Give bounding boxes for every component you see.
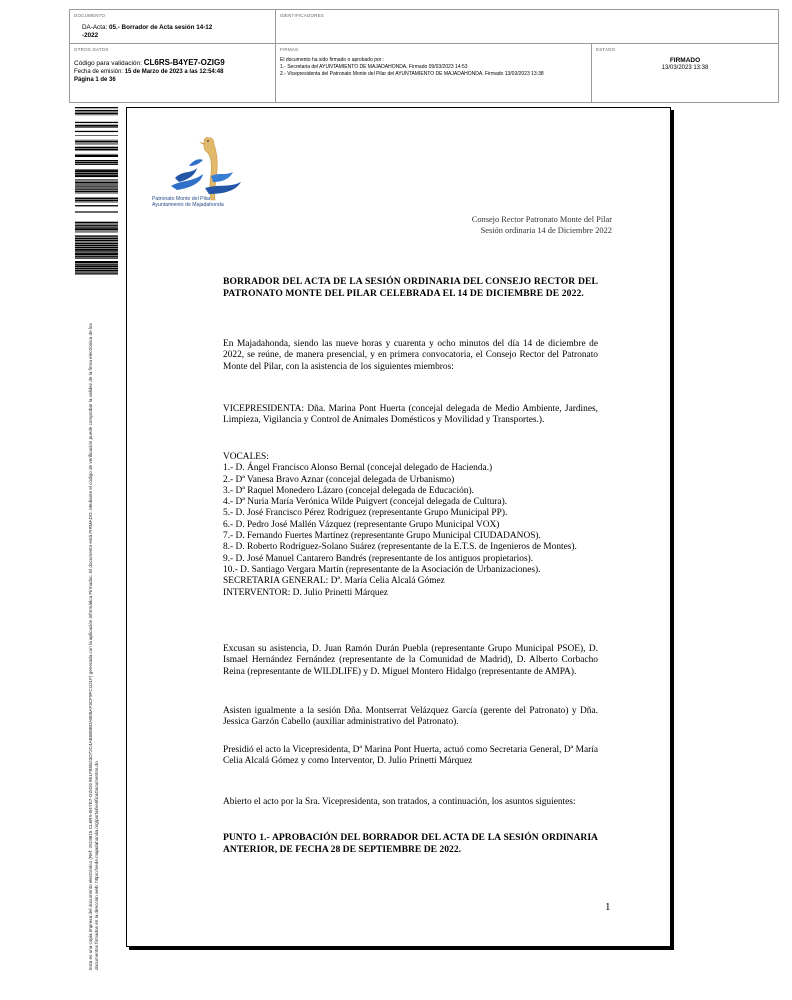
- barcode-bar: [75, 186, 118, 187]
- excusan-paragraph: Excusan su asistencia, D. Juan Ramón Durán Puebla (representante Grupo Municipal PSOE), D. Ismael Hernández Fernández (representante de la Comunidad de Madrid), D. Alberto Corbacho Reina (representante de WILDLIFE) y D. Miguel Montero Hidalgo (representante de AMPA).: [223, 644, 598, 677]
- barcode-bar: [75, 247, 118, 248]
- list-item: 9.- D. José Manuel Cantarero Bandrés (representante de los antiguos propietarios).: [223, 553, 534, 564]
- otros-datos-cell: [70, 44, 276, 102]
- barcode-bar: [75, 270, 118, 272]
- documento-prefix: DA-Acta:: [82, 24, 109, 31]
- barcode-bar: [75, 162, 118, 163]
- documento-title-cont: -2022: [82, 32, 99, 39]
- abierto-paragraph: Abierto el acto por la Sra. Vicepresidenta, son tratados, a continuación, los asuntos siguientes:: [223, 797, 576, 807]
- firmas-intro: El documento ha sido firmado o aprobado por :: [280, 57, 385, 63]
- barcode-bar: [75, 243, 118, 244]
- page-count: Página 1 de 36: [74, 77, 116, 83]
- barcode-bar: [75, 170, 118, 172]
- barcode-bar: [75, 240, 118, 241]
- signature-header: [69, 9, 779, 103]
- barcode-bar: [75, 261, 118, 263]
- list-item: 4.- Dª Nuria María Verónica Wilde Puigvert (concejal delegada de Cultura).: [223, 497, 508, 508]
- barcode-bar: [75, 224, 118, 225]
- verification-margin-text: Esta es una copia impresa del documento electrónico (Ref: 2519815 CL6RS-B4YE7-OZIG9 9E1F85B23D72C4AB5B8BDAB08AF3CF9FC1D1F) generada con la aplicación informática Firmadoc. El documento está FIRMADO. Mediante el código de verificación puede comprobar la validez de la firma electrónica de los documentos firmados en la dirección web: https://sede.majadahonda.org/portal/verificaDocumentos.do: [88, 323, 100, 970]
- firma-1: 1.- Secretaria del AYUNTAMIENTO DE MAJADAHONDA. Firmado 09/03/2023 14:53: [280, 64, 468, 70]
- barcode-bar: [75, 251, 118, 252]
- list-item: 8.- D. Roberto Rodríguez-Solano Suárez (representante de la E.T.S. de Ingenieros de Montes).: [223, 542, 577, 553]
- barcode-bar: [75, 226, 118, 227]
- barcode-bar: [75, 264, 118, 265]
- firma-2: 2.- Vicepresidenta del Patronato Monte del Pilar del AYUNTAMIENTO DE MAJADAHONDA. Firmado 13/03/2023 13:38: [280, 71, 544, 77]
- barcode-bar: [75, 245, 118, 247]
- barcode-bar: [75, 212, 118, 213]
- barcode-bar: [75, 198, 118, 200]
- barcode-bar: [75, 173, 118, 175]
- barcode-bar: [75, 131, 118, 132]
- estado-label: ESTADO: [596, 47, 616, 52]
- barcode-bar: [75, 249, 118, 251]
- barcode-bar: [75, 228, 118, 230]
- barcode-bar: [75, 107, 118, 108]
- list-item: 10.- D. Santiago Vergara Martín (representante de la Asociación de Urbanizaciones).: [223, 564, 541, 575]
- barcode-bar: [75, 155, 118, 157]
- list-item: 7.- D. Fernando Fuertes Martínez (representante Grupo Municipal CIUDADANOS).: [223, 531, 541, 542]
- barcode-bar: [75, 144, 118, 145]
- barcode-bar: [75, 191, 118, 192]
- estado-value: FIRMADO: [669, 57, 701, 64]
- barcode-bar: [75, 182, 118, 184]
- barcode-bar: [75, 189, 118, 190]
- barcode-bar: [75, 164, 118, 165]
- barcode-bar: [75, 154, 118, 155]
- barcode-bar: [75, 115, 118, 116]
- barcode-bar: [75, 265, 118, 267]
- punto-1-heading: PUNTO 1.- APROBACIÓN DEL BORRADOR DEL ACTA DE LA SESIÓN ORDINARIA ANTERIOR, DE FECHA 28 DE SEPTIEMBRE DE 2022.: [223, 832, 598, 855]
- firmas-label: FIRMAS: [280, 47, 299, 52]
- vocales-heading: VOCALES:: [223, 452, 269, 462]
- barcode-bar: [75, 225, 118, 226]
- list-item: 5.- D. José Francisco Pérez Rodríguez (representante Grupo Municipal PP).: [223, 508, 508, 519]
- barcode-bar: [75, 184, 118, 185]
- documento-cell: [70, 10, 276, 44]
- validation-code: [74, 58, 225, 67]
- barcode-bar: [75, 140, 118, 141]
- barcode-bar: [75, 110, 118, 111]
- barcode-bar: [75, 147, 118, 148]
- barcode-bar: [75, 193, 118, 194]
- document-page: [126, 107, 671, 947]
- estado-cell: [592, 44, 778, 102]
- barcode-bar: [75, 135, 118, 136]
- logo-line2: Ayuntamiento de Majadahonda: [152, 202, 224, 209]
- vocales-list: [223, 452, 598, 599]
- barcode-bar: [75, 222, 118, 223]
- barcode-bar: [75, 211, 118, 212]
- barcode-bar: [75, 160, 118, 161]
- presidio-paragraph: Presidió el acto la Vicepresidenta, Dª Marina Pont Huerta, actuó como Secretaria General, Dª María Celia Alcalá Gómez y como Interventor, D. Julio Prinetti Márquez: [223, 745, 598, 767]
- barcode-bar: [75, 149, 118, 151]
- emission-date-value: 15 de Marzo de 2023 a las 12:54:48: [124, 69, 224, 75]
- barcode-bar: [75, 200, 118, 201]
- asisten-paragraph: Asisten igualmente a la sesión Dña. Montserrat Velázquez García (gerente del Patronato) y Dña. Jessica Garzón Cabello (auxiliar administrativo del Patronato).: [223, 706, 598, 728]
- barcode-bar: [75, 122, 118, 123]
- validation-code-prefix: Código para validación:: [74, 60, 144, 67]
- barcode-bar: [75, 141, 118, 142]
- list-item: INTERVENTOR: D. Julio Prinetti Márquez: [223, 587, 388, 598]
- documento-title: 05.- Borrador de Acta sesión 14-12: [108, 24, 213, 31]
- barcode-bar: [75, 179, 118, 180]
- barcode-bar: [75, 185, 118, 186]
- identificadores-cell: [276, 10, 778, 44]
- emission-date-prefix: Fecha de emisión:: [74, 69, 125, 75]
- estado-date: 13/03/2023 13:38: [661, 65, 709, 71]
- documento-value: [82, 24, 270, 40]
- barcode-bar: [75, 232, 118, 233]
- document-title: BORRADOR DEL ACTA DE LA SESIÓN ORDINARIA DEL CONSEJO RECTOR DEL PATRONATO MONTE DEL PILAR CELEBRADA EL 14 DE DICIEMBRE DE 2022.: [223, 276, 598, 299]
- documento-label: DOCUMENTO: [74, 13, 106, 18]
- barcode-bar: [75, 143, 118, 144]
- barcode-bar: [75, 253, 118, 255]
- barcode: [75, 107, 118, 277]
- barcode-bar: [75, 181, 118, 182]
- list-item: 2.- Dª Vanesa Bravo Aznar (concejal delegada de Urbanismo): [223, 474, 455, 485]
- document-running-header: [472, 214, 612, 236]
- barcode-bar: [75, 113, 118, 114]
- barcode-bar: [75, 112, 118, 113]
- barcode-bar: [75, 242, 118, 243]
- vicepresidenta-paragraph: VICEPRESIDENTA: Dña. Marina Pont Huerta (concejal delegada de Medio Ambiente, Jardines, Limpieza, Vigilancia y Control de Animales Domésticos y Movilidad y Transportes.).: [223, 404, 598, 426]
- running-header-line2: Sesión ordinaria 14 de Diciembre 2022: [480, 226, 612, 235]
- barcode-bar: [75, 272, 118, 273]
- barcode-bar: [75, 127, 118, 128]
- list-item: 6.- D. Pedro José Mallén Vázquez (representante Grupo Municipal VOX): [223, 519, 500, 530]
- barcode-bar: [75, 257, 118, 258]
- barcode-bar: [75, 205, 118, 206]
- barcode-bar: [75, 238, 118, 239]
- barcode-bar: [75, 169, 118, 170]
- list-item: SECRETARIA GENERAL: Dª. María Celia Alcalá Gómez: [223, 576, 445, 587]
- barcode-bar: [75, 231, 118, 232]
- intro-paragraph: En Majadahonda, siendo las nueve horas y cuarenta y ocho minutos del día 14 de diciembre de 2022, se reúne, de manera presencial, y en primera convocatoria, el Consejo Rector del Patronato Monte del Pilar, con la asistencia de los siguientes miembros:: [223, 339, 598, 372]
- page-number: 1: [605, 901, 611, 913]
- barcode-bar: [75, 256, 118, 257]
- list-item: 1.- D. Ángel Francisco Alonso Bernal (concejal delegado de Hacienda.): [223, 463, 493, 474]
- barcode-bar: [75, 202, 118, 203]
- barcode-bar: [75, 188, 118, 189]
- barcode-bar: [75, 268, 118, 269]
- list-item: 3.- Dª Raquel Monedero Lázaro (concejal delegada de Educación).: [223, 485, 474, 496]
- barcode-bar: [75, 125, 118, 127]
- barcode-bar: [75, 273, 118, 274]
- logo-line1: Patronato Monte del Pilar: [152, 196, 211, 202]
- barcode-bar: [75, 235, 118, 236]
- running-header-line1: Consejo Rector Patronato Monte del Pilar: [471, 215, 612, 224]
- identificadores-label: IDENTIFICADORES: [280, 13, 325, 18]
- validation-code-value: CL6RS-B4YE7-OZIG9: [143, 58, 225, 67]
- emission-date: [74, 69, 223, 75]
- firmas-cell: [276, 44, 592, 102]
- otros-datos-label: OTROS DATOS: [74, 47, 109, 52]
- barcode-bar: [75, 236, 118, 237]
- barcode-bar: [75, 175, 118, 177]
- logo-caption: [152, 196, 224, 209]
